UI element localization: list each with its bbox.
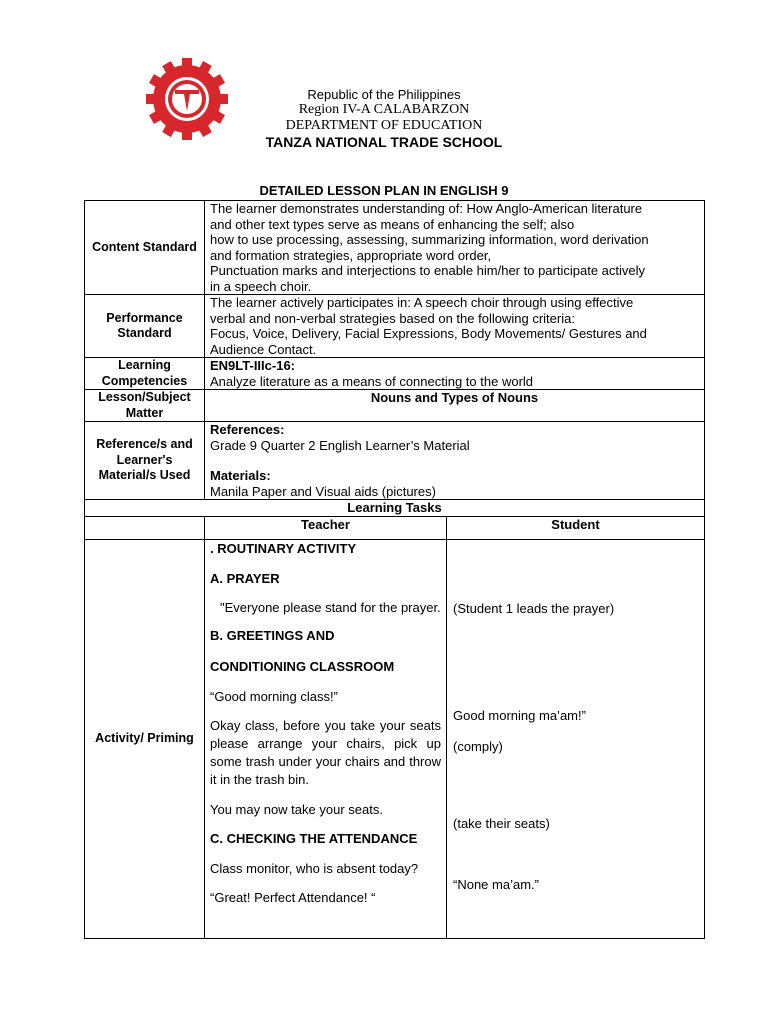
teacher-tasks: [205, 539, 447, 938]
teacher-take-seats: You may now take your seats.: [210, 801, 383, 817]
content-line: and formation strategies, appropriate word order,: [210, 247, 492, 263]
teacher-instructions: Okay class, before you take your seats please arrange your chairs, pick up some trash under your chairs and throw it in the trash bin.: [210, 717, 441, 787]
performance-line: Focus, Voice, Delivery, Facial Expressions, Body Movements/ Gestures and: [210, 326, 647, 341]
teacher-class-monitor: Class monitor, who is absent today?: [210, 860, 419, 876]
performance-standard-row: [85, 295, 705, 358]
competency-text: Analyze literature as a means of connecting to the world: [210, 373, 534, 389]
school-name: TANZA NATIONAL TRADE SCHOOL: [265, 134, 503, 150]
content-line: in a speech choir.: [210, 278, 312, 294]
teacher-great: “Great! Perfect Attendance! “: [210, 889, 376, 905]
greetings-heading: B. GREETINGS AND: [210, 627, 335, 643]
competency-code: EN9LT-IIIc-16:: [210, 358, 296, 373]
content-line: how to use processing, assessing, summarizing information, word derivation: [210, 232, 649, 247]
content-line: The learner demonstrates understanding of: How Anglo-American literature: [210, 201, 643, 216]
performance-line: The learner actively participates in: A speech choir through using effective: [210, 295, 634, 310]
materials-heading: Materials:: [210, 468, 271, 483]
lesson-plan-table: [84, 200, 705, 939]
references-heading: References:: [210, 422, 285, 437]
content-standard-label: Content Standard: [85, 201, 205, 295]
student-tasks: [447, 539, 705, 938]
student-column-header: Student: [447, 516, 705, 539]
references-label: Reference/s and Learner's Material/s Used: [85, 422, 205, 500]
student-none: “None ma’am.”: [453, 876, 539, 892]
learning-competencies-text: [205, 358, 705, 390]
references-text: [205, 422, 705, 500]
student-good-morning: Good morning ma’am!”: [453, 707, 586, 723]
conditioning-heading: CONDITIONING CLASSROOM: [210, 658, 395, 674]
content-line: Punctuation marks and interjections to enable him/her to participate actively: [210, 263, 646, 278]
content-standard-row: [85, 201, 705, 295]
attendance-heading: C. CHECKING THE ATTENDANCE: [210, 830, 418, 846]
subject-matter-label: Lesson/Subject Matter: [85, 390, 205, 422]
performance-line: verbal and non-verbal strategies based on the following criteria:: [210, 310, 575, 326]
department-line: DEPARTMENT OF EDUCATION: [285, 118, 483, 133]
learning-competencies-label: Learning Competencies: [85, 358, 205, 390]
performance-line: Audience Contact.: [210, 341, 317, 357]
teacher-good-morning: “Good morning class!”: [210, 688, 338, 704]
routinary-heading: . ROUTINARY ACTIVITY: [210, 540, 357, 556]
republic-line: Republic of the Philippines: [307, 87, 461, 102]
subject-matter-value: Nouns and Types of Nouns: [205, 390, 705, 422]
document-title: DETAILED LESSON PLAN IN ENGLISH 9: [259, 183, 509, 198]
prayer-heading: A. PRAYER: [210, 570, 280, 586]
performance-standard-text: [205, 295, 705, 358]
student-prayer: (Student 1 leads the prayer): [453, 600, 615, 616]
activity-row: [85, 539, 705, 938]
content-standard-text: [205, 201, 705, 295]
student-comply: (comply): [453, 738, 503, 754]
references-row: [85, 422, 705, 500]
teacher-column-header: Teacher: [205, 516, 447, 539]
prayer-text: "Everyone please stand for the prayer.: [220, 599, 441, 615]
subject-matter-row: [85, 390, 705, 422]
region-line: Region IV-A CALABARZON: [298, 102, 470, 117]
task-columns-row: [85, 516, 705, 539]
references-value: Grade 9 Quarter 2 English Learner’s Material: [210, 437, 470, 453]
activity-label: Activity/ Priming: [85, 539, 205, 938]
learning-competencies-row: [85, 358, 705, 390]
student-take-seats: (take their seats): [453, 815, 550, 831]
materials-value: Manila Paper and Visual aids (pictures): [210, 483, 436, 499]
performance-standard-label: Performance Standard: [85, 295, 205, 358]
learning-tasks-heading: Learning Tasks: [85, 500, 705, 517]
learning-tasks-heading-row: [85, 500, 705, 517]
content-line: and other text types serve as means of enhancing the self; also: [210, 216, 575, 232]
empty-cell: [85, 516, 205, 539]
